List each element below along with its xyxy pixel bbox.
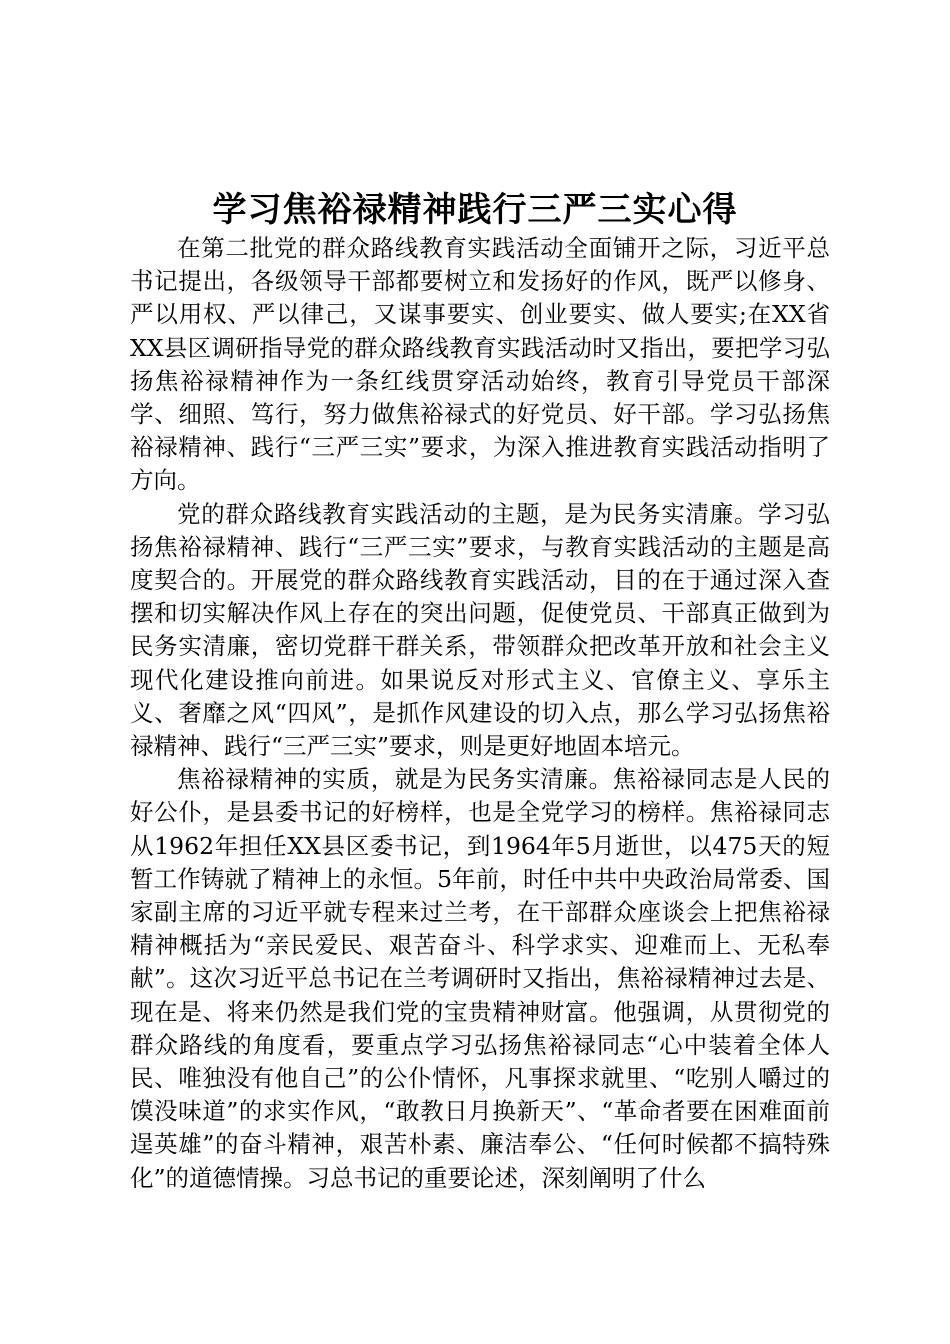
document-body [130,232,830,1195]
document-title: 学习焦裕禄精神践行三严三实心得 [212,190,738,230]
paragraph-1: 在第二批党的群众路线教育实践活动全面铺开之际，习近平总书记提出，各级领导干部都要树立和发扬好的作风，既严以修身、严以用权、严以律己，又谋事要实、创业要实、做人要实;在XX省XX县区调研指导党的群众路线教育实践活动时又指出，要把学习弘扬焦裕禄精神作为一条红线贯穿活动始终，教育引导党员干部深学、细照、笃行，努力做焦裕禄式的好党员、好干部。学习弘扬焦裕禄精神、践行“三严三实”要求，为深入推进教育实践活动指明了方向。 [130,234,830,495]
paragraph-3: 焦裕禄精神的实质，就是为民务实清廉。焦裕禄同志是人民的好公仆，是县委书记的好榜样，也是全党学习的榜样。焦裕禄同志从1962年担任XX县区委书记，到1964年5月逝世，以475天的短暂工作铸就了精神上的永恒。5年前，时任中共中央政治局常委、国家副主席的习近平就专程来过兰考，在干部群众座谈会上把焦裕禄精神概括为“亲民爱民、艰苦奋斗、科学求实、迎难而上、无私奉献”。这次习近平总书记在兰考调研时又指出，焦裕禄精神过去是、现在是、将来仍然是我们党的宝贵精神财富。他强调，从贯彻党的群众路线的角度看，要重点学习弘扬焦裕禄同志“心中装着全体人民、唯独没有他自己”的公仆情怀，凡事探求就里、“吃别人嚼过的馍没味道”的求实作风，“敢教日月换新天”、“革命者要在困难面前逞英雄”的奋斗精神，艰苦朴素、廉洁奉公、“任何时候都不搞特殊化”的道德情操。习总书记的重要论述，深刻阐明了什么 [130,765,830,1192]
paragraph-2: 党的群众路线教育实践活动的主题，是为民务实清廉。学习弘扬焦裕禄精神、践行“三严三实”要求，与教育实践活动的主题是高度契合的。开展党的群众路线教育实践活动，目的在于通过深入查摆和切实解决作风上存在的突出问题，促使党员、干部真正做到为民务实清廉，密切党群干群关系，带领群众把改革开放和社会主义现代化建设推向前进。如果说反对形式主义、官僚主义、享乐主义、奢靡之风“四风”，是抓作风建设的切入点，那么学习弘扬焦裕禄精神、践行“三严三实”要求，则是更好地固本培元。 [130,499,830,761]
